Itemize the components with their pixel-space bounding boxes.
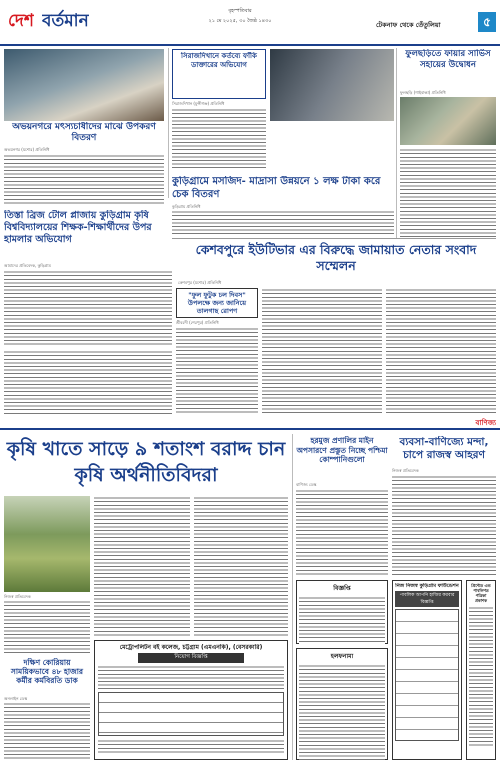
mosque-byline: কুড়িগ্রাম প্রতিনিধি (172, 204, 201, 209)
page-number-badge (478, 12, 496, 32)
fish-byline: অভয়নগর (যশোর) প্রতিনিধি (4, 147, 50, 152)
korea-byline: অনলাইন ডেস্ক (4, 696, 28, 701)
prices-body (296, 489, 388, 575)
flag-byline: শ্রীবরদী (শেরপুর) প্রতিনিধি (176, 320, 219, 325)
flag-box (176, 288, 258, 318)
logo (8, 6, 118, 36)
col-divider-1 (168, 48, 169, 198)
gov-ad (392, 580, 462, 760)
fire-photo (400, 97, 496, 145)
fire-byline: ফুলছড়ি (গাইবান্ধা) প্রতিনিধি (400, 90, 446, 95)
logo-left: দেশ (8, 11, 34, 31)
tender-body (98, 665, 284, 689)
doctor-headline: সিরাজদিখানে কর্তব্যে ফাঁকি ডাক্তারের অভিযোগ (181, 52, 257, 69)
agri-body-2 (94, 496, 190, 636)
prices-byline: বাণিজ্য ডেস্ক (296, 482, 317, 487)
agri-headline: কৃষি খাতে সাড়ে ৯ শতাংশ বরাদ্দ চান কৃষি অর্থনীতিবিদরা (6, 438, 286, 486)
issue-date: ২১ মে ২০২৫, ৩০ জৈষ্ঠ ১৪৩০ (208, 18, 272, 24)
prices-headline: হরমুজ প্রণালির মাইন অপসারণে প্রস্তুত নিচ্ছে পশ্চিমা কোম্পানিগুলো (296, 436, 388, 464)
tender-subtitle (138, 653, 244, 663)
agri-photo (4, 496, 90, 592)
right-ad-title: প্রিন্টেড এন্ড পাবলিশড পত্রিকা প্রকাশক (471, 583, 491, 603)
mosque-headline: কুড়িগ্রামে মসজিদ- মাদ্রাসা উন্নয়নে ১ লক্ষ টাকা করে চেক বিতরণ (172, 176, 381, 200)
tender-subtitle-text: নিয়োগ বিজ্ঞপ্তি (174, 654, 208, 660)
logo-right: বর্তমান (42, 11, 89, 31)
col-divider-3 (292, 434, 293, 760)
section-label: বাণিজ্য (475, 419, 496, 427)
flag-body (176, 327, 258, 414)
tender-title: মেট্রোপলিটন বই কলেজ, চট্টগ্রাম (এমএনকি), (বেসরকারি) (119, 644, 263, 651)
gov-table (395, 609, 459, 741)
doctor-body (172, 108, 266, 170)
gov-subtitle-text: পাবলিক আপনি হাজির করবার বিজ্ঞপ্তি (399, 593, 455, 605)
fish-photo (4, 49, 164, 121)
tender-table (98, 692, 284, 736)
mosque-body (172, 210, 394, 234)
kushtia-headline: তিস্তা ব্রিজ টোল প্লাজায় কুড়িগ্রাম কৃষি বিশ্ববিদ্যালয়ের শিক্ষক-শিক্ষার্থীদের উপর হামলার অভিযোগ (4, 210, 152, 245)
agri-body-3 (194, 496, 288, 636)
doctor-byline: সিরাজদিখান (মুন্সীগঞ্জ) প্রতিনিধি (172, 101, 225, 106)
kushtia-body (4, 270, 172, 346)
col-divider-2 (396, 48, 397, 238)
right-ad-body (469, 606, 493, 746)
masthead-center (180, 8, 300, 34)
masthead-tagline: টেকনাফ থেকে তেঁতুলিয়া (376, 21, 441, 29)
agri-body-1 (4, 600, 90, 654)
doctor-header-box (172, 49, 266, 99)
keshabpur-headline: কেশবপুরে ইউটিভার এর বিরুদ্ধে জামায়াত নেতার সংবাদ সম্মেলন (195, 242, 477, 273)
left-body-extra (4, 350, 172, 414)
keshabpur-body-2 (386, 288, 496, 414)
notice1-title: বিজ্ঞপ্তি (333, 585, 351, 592)
masthead (0, 0, 500, 44)
rule-mid-1 (172, 238, 496, 239)
notice1-body (299, 596, 385, 644)
korea-headline: দক্ষিণ কোরিয়ায় সাময়িকভাবে ৪৮ হাজার কর্মীর কর্মবিরতি ডাক (10, 658, 84, 685)
notice-ad-1 (296, 580, 388, 644)
section-rule (0, 428, 500, 430)
agri-byline: নিজস্ব প্রতিবেদক (4, 594, 31, 599)
fire-body (400, 148, 496, 238)
korea-body (4, 702, 90, 760)
issue-day: বৃহস্পতিবার (228, 8, 252, 14)
masthead-rule (0, 44, 500, 46)
gov-subtitle (395, 591, 459, 607)
mosque-photo (270, 49, 394, 121)
page-number: ৫ (483, 15, 491, 29)
notice-ad-2 (296, 648, 388, 760)
keshabpur-body-1 (262, 288, 382, 414)
flag-headline: "ফুল ফুটুক চল দিবস" উপলক্ষে জন্য জানিয়ে তালগাছ রোপণ (187, 291, 247, 315)
kushtia-byline: আমাদের প্রতিবেদক, কুড়িগ্রাম (4, 263, 51, 268)
tender-footer (98, 739, 284, 753)
notice2-body (299, 664, 385, 760)
gov-title: নিজ নিজস্ব কুড়িগ্রাম ফাউন্ডেশন (395, 583, 459, 589)
keshabpur-byline: কেশবপুর (যশোর) প্রতিনিধি (178, 280, 222, 285)
trade-body (392, 475, 496, 575)
fish-body (4, 154, 164, 206)
fire-headline: ফুলছড়িতে ফায়ার সার্ভিস সহায়ের উদ্বোধন (405, 49, 491, 70)
trade-headline: ব্যবসা-বাণিজ্যে মন্দা, চাপে রাজস্ব আহরণ (399, 436, 489, 461)
fish-headline: অভয়নগরে মৎস্যচাষীদের মাঝে উপকরণ বিতরণ (12, 122, 156, 143)
notice2-title: হলফনামা (330, 653, 354, 660)
trade-byline: নিজস্ব প্রতিবেদক (392, 468, 419, 473)
tender-ad (94, 640, 288, 760)
right-ad (466, 580, 496, 760)
